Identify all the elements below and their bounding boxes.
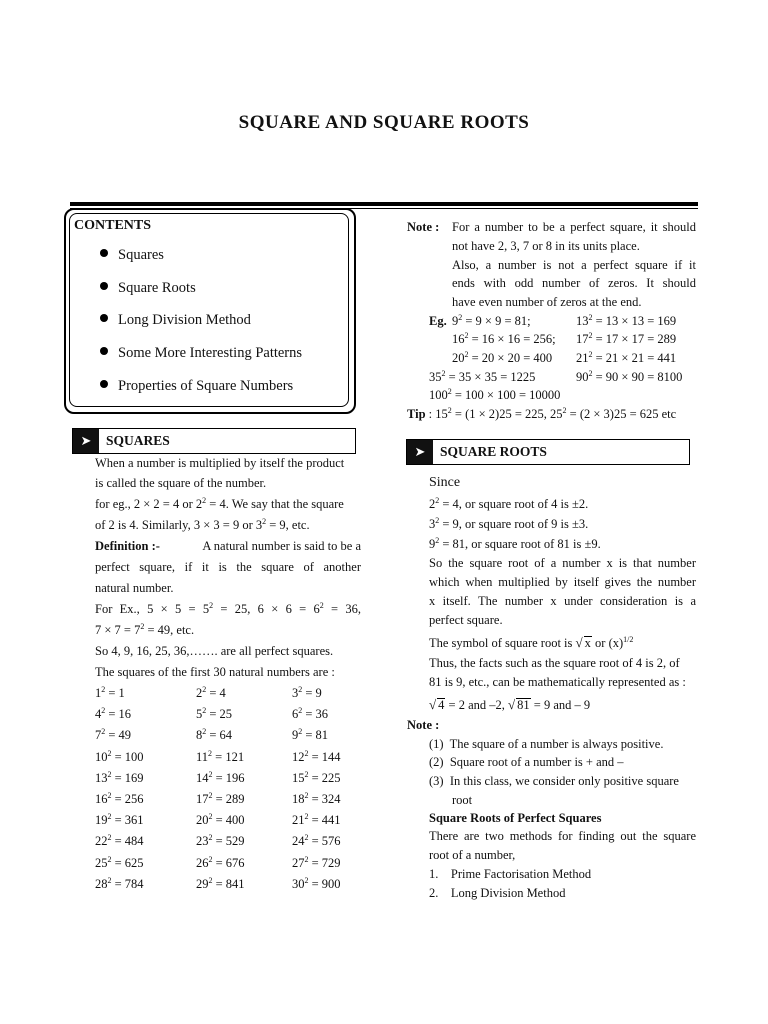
table-cell: $20^2 = 400$: [196, 812, 245, 828]
eg-item: $35^2 = 35 \times 35 = 1225$: [429, 369, 536, 384]
radicand-4: 4: [438, 698, 445, 712]
tip-label: Tip: [407, 407, 426, 421]
root-fact: $3^2 = 9$, or square root of 9 is ±3.: [429, 516, 589, 531]
eg-item: $16^2 = 16 \times 16 = 256$;: [452, 331, 556, 346]
root-text: So the square root of a number x is that number: [429, 556, 696, 570]
table-cell: $18^2 = 324$: [292, 791, 341, 806]
note-item-cont: root: [452, 793, 473, 807]
squares-example: for eg., 2 × 2 = 4 or $2^2 = 4$. We say that the square: [95, 496, 344, 511]
table-intro: The squares of the first 30 natural numbers are :: [95, 665, 335, 679]
thus-text: 81 is 9, etc., can be mathematically represented as :: [429, 675, 686, 689]
method-item: 1. Prime Factorisation Method: [429, 867, 592, 881]
squares-text: When a number is multiplied by itself the product: [95, 456, 345, 470]
definition-text: perfect square, if it is the square of another: [95, 560, 361, 574]
symbol-exponent: 1/2: [623, 635, 634, 644]
symbol-text: The symbol of square root is: [429, 636, 573, 650]
table-cell: $25^2 = 625$: [95, 854, 144, 870]
note-label: Note :: [407, 220, 440, 234]
note-item: (2) Square root of a number is + and –: [429, 755, 624, 769]
root-fact: $2^2 = 4$, or square root of 4 is ±2.: [429, 496, 589, 511]
table-cell: $27^2 = 729$: [292, 854, 341, 870]
radical-equation: [429, 697, 590, 713]
eg-item: $17^2 = 17 \times 17 = 289$: [576, 331, 677, 346]
perfect-squares-heading: Square Roots of Perfect Squares: [429, 811, 602, 825]
root-text: which when multiplied by itself gives the number: [429, 575, 696, 589]
table-cell: $28^2 = 784$: [95, 875, 144, 891]
perfect-squares-text: So 4, 9, 16, 25, 36,……. are all perfect squares.: [95, 644, 334, 658]
table-cell: $11^2 = 121$: [196, 748, 245, 764]
root-fact: $9^2 = 81$, or square root of 81 is ±9.: [429, 536, 601, 551]
table-cell: $9^2 = 81$: [292, 727, 329, 743]
eg-item: $13^2 = 13 \times 13 = 169$: [576, 313, 677, 328]
bullet-icon: [100, 314, 108, 322]
note-text: ends with odd number of zeros. It should: [452, 276, 696, 290]
table-cell: $24^2 = 576$: [292, 833, 341, 849]
example-text: For Ex., $5 \times 5 = 5^2 = 25$, $6 \times 6 = 6^2 = 36$,: [95, 601, 361, 616]
radical-icon: √: [508, 697, 516, 712]
table-cell: $21^2 = 441$: [292, 812, 341, 828]
since-text: Since: [429, 475, 461, 490]
methods-text: root of a number,: [429, 848, 516, 862]
eg-item: $20^2 = 20 \times 20 = 400$: [452, 350, 553, 365]
note-text: not have 2, 3, 7 or 8 in its units place.: [452, 239, 640, 253]
tip-text: : $15^2 = (1 \times 2)25 = 225$, $25^2 = (2 \times 3)25 = 625$ etc: [428, 406, 677, 421]
radical-icon: √: [429, 697, 437, 712]
squares-example: of 2 is 4. Similarly, 3 × 3 = 9 or $3^2 = 9$, etc.: [95, 517, 310, 532]
root-text: perfect square.: [429, 613, 503, 627]
table-cell: $16^2 = 256$: [95, 791, 144, 806]
table-cell: $1^2 = 1$: [95, 685, 125, 700]
table-cell: $19^2 = 361$: [95, 812, 144, 828]
squares-heading: SQUARES: [106, 433, 170, 448]
equation-text: = 2 and –2,: [448, 698, 505, 712]
arrow-right-icon: ➤: [407, 440, 433, 464]
eg-item: $100^2 = 100 \times 100 = 10000$: [429, 387, 561, 402]
table-cell: $13^2 = 169$: [95, 769, 144, 785]
table-cell: $3^2 = 9$: [292, 685, 322, 700]
symbol-line: [429, 635, 633, 651]
contents-item: Square Roots: [100, 280, 196, 297]
symbol-x: x: [584, 636, 591, 650]
table-cell: $6^2 = 36$: [292, 706, 329, 722]
table-cell: $22^2 = 484$: [95, 833, 144, 849]
square-roots-heading: SQUARE ROOTS: [440, 444, 547, 459]
bullet-icon: [100, 380, 108, 388]
table-cell: $8^2 = 64$: [196, 727, 233, 743]
squares-heading-box: [72, 428, 356, 454]
definition-text: A natural number is said to be a: [202, 539, 361, 553]
table-cell: $12^2 = 144$: [292, 748, 341, 764]
table-cell: $5^2 = 25$: [196, 706, 233, 722]
bullet-icon: [100, 347, 108, 355]
note-text: Also, a number is not a perfect square if it: [452, 258, 696, 272]
radical-icon: √: [575, 635, 583, 650]
table-cell: $29^2 = 841$: [196, 875, 245, 891]
table-cell: $17^2 = 289$: [196, 791, 245, 806]
note-item: (1) The square of a number is always positive.: [429, 737, 664, 751]
eg-label: Eg.: [429, 314, 447, 328]
table-cell: $10^2 = 100$: [95, 748, 144, 764]
table-cell: $7^2 = 49$: [95, 727, 132, 743]
table-cell: $30^2 = 900$: [292, 875, 341, 891]
header-rule-thick: [70, 202, 698, 206]
definition-label: Definition :-: [95, 539, 160, 553]
contents-item: Long Division Method: [100, 312, 251, 329]
eg-item: $90^2 = 90 \times 90 = 8100$: [576, 369, 683, 384]
example-text: $7 \times 7 = 7^2 = 49$, etc.: [95, 622, 195, 637]
bullet-icon: [100, 249, 108, 257]
squares-text: is called the square of the number.: [95, 476, 267, 490]
root-text: x itself. The number x under consideration is a: [429, 594, 696, 608]
methods-text: There are two methods for finding out the square: [429, 829, 696, 843]
table-cell: $14^2 = 196$: [196, 769, 245, 785]
definition-text: natural number.: [95, 581, 174, 595]
method-item: 2. Long Division Method: [429, 886, 566, 900]
table-cell: $23^2 = 529$: [196, 833, 245, 849]
symbol-or: or (x): [595, 636, 624, 650]
tip-line: [407, 407, 676, 422]
note-text: have even number of zeros at the end.: [452, 295, 642, 309]
contents-heading: CONTENTS: [74, 218, 152, 233]
contents-item: Squares: [100, 247, 164, 264]
table-cell: $15^2 = 225$: [292, 769, 341, 785]
bullet-icon: [100, 282, 108, 290]
page-title: SQUARE AND SQUARE ROOTS: [238, 112, 530, 133]
eg-item: $9^2 = 9 \times 9 = 81$;: [452, 313, 531, 328]
arrow-right-icon: ➤: [73, 429, 99, 453]
equation-text: = 9 and – 9: [533, 698, 591, 712]
thus-text: Thus, the facts such as the square root of 4 is 2, of: [429, 656, 680, 670]
note-label: Note :: [407, 718, 440, 732]
definition-line: [95, 539, 361, 554]
radicand-81: 81: [517, 698, 530, 712]
note-item: (3) In this class, we consider only positive square: [429, 774, 679, 788]
table-cell: $26^2 = 676$: [196, 854, 245, 870]
contents-item: Some More Interesting Patterns: [100, 345, 302, 362]
note-text: For a number to be a perfect square, it should: [452, 220, 696, 234]
table-cell: $2^2 = 4$: [196, 685, 226, 700]
square-roots-heading-box: [406, 439, 690, 465]
table-cell: $4^2 = 16$: [95, 706, 132, 722]
contents-item: Properties of Square Numbers: [100, 378, 293, 395]
eg-item: $21^2 = 21 \times 21 = 441$: [576, 350, 677, 365]
